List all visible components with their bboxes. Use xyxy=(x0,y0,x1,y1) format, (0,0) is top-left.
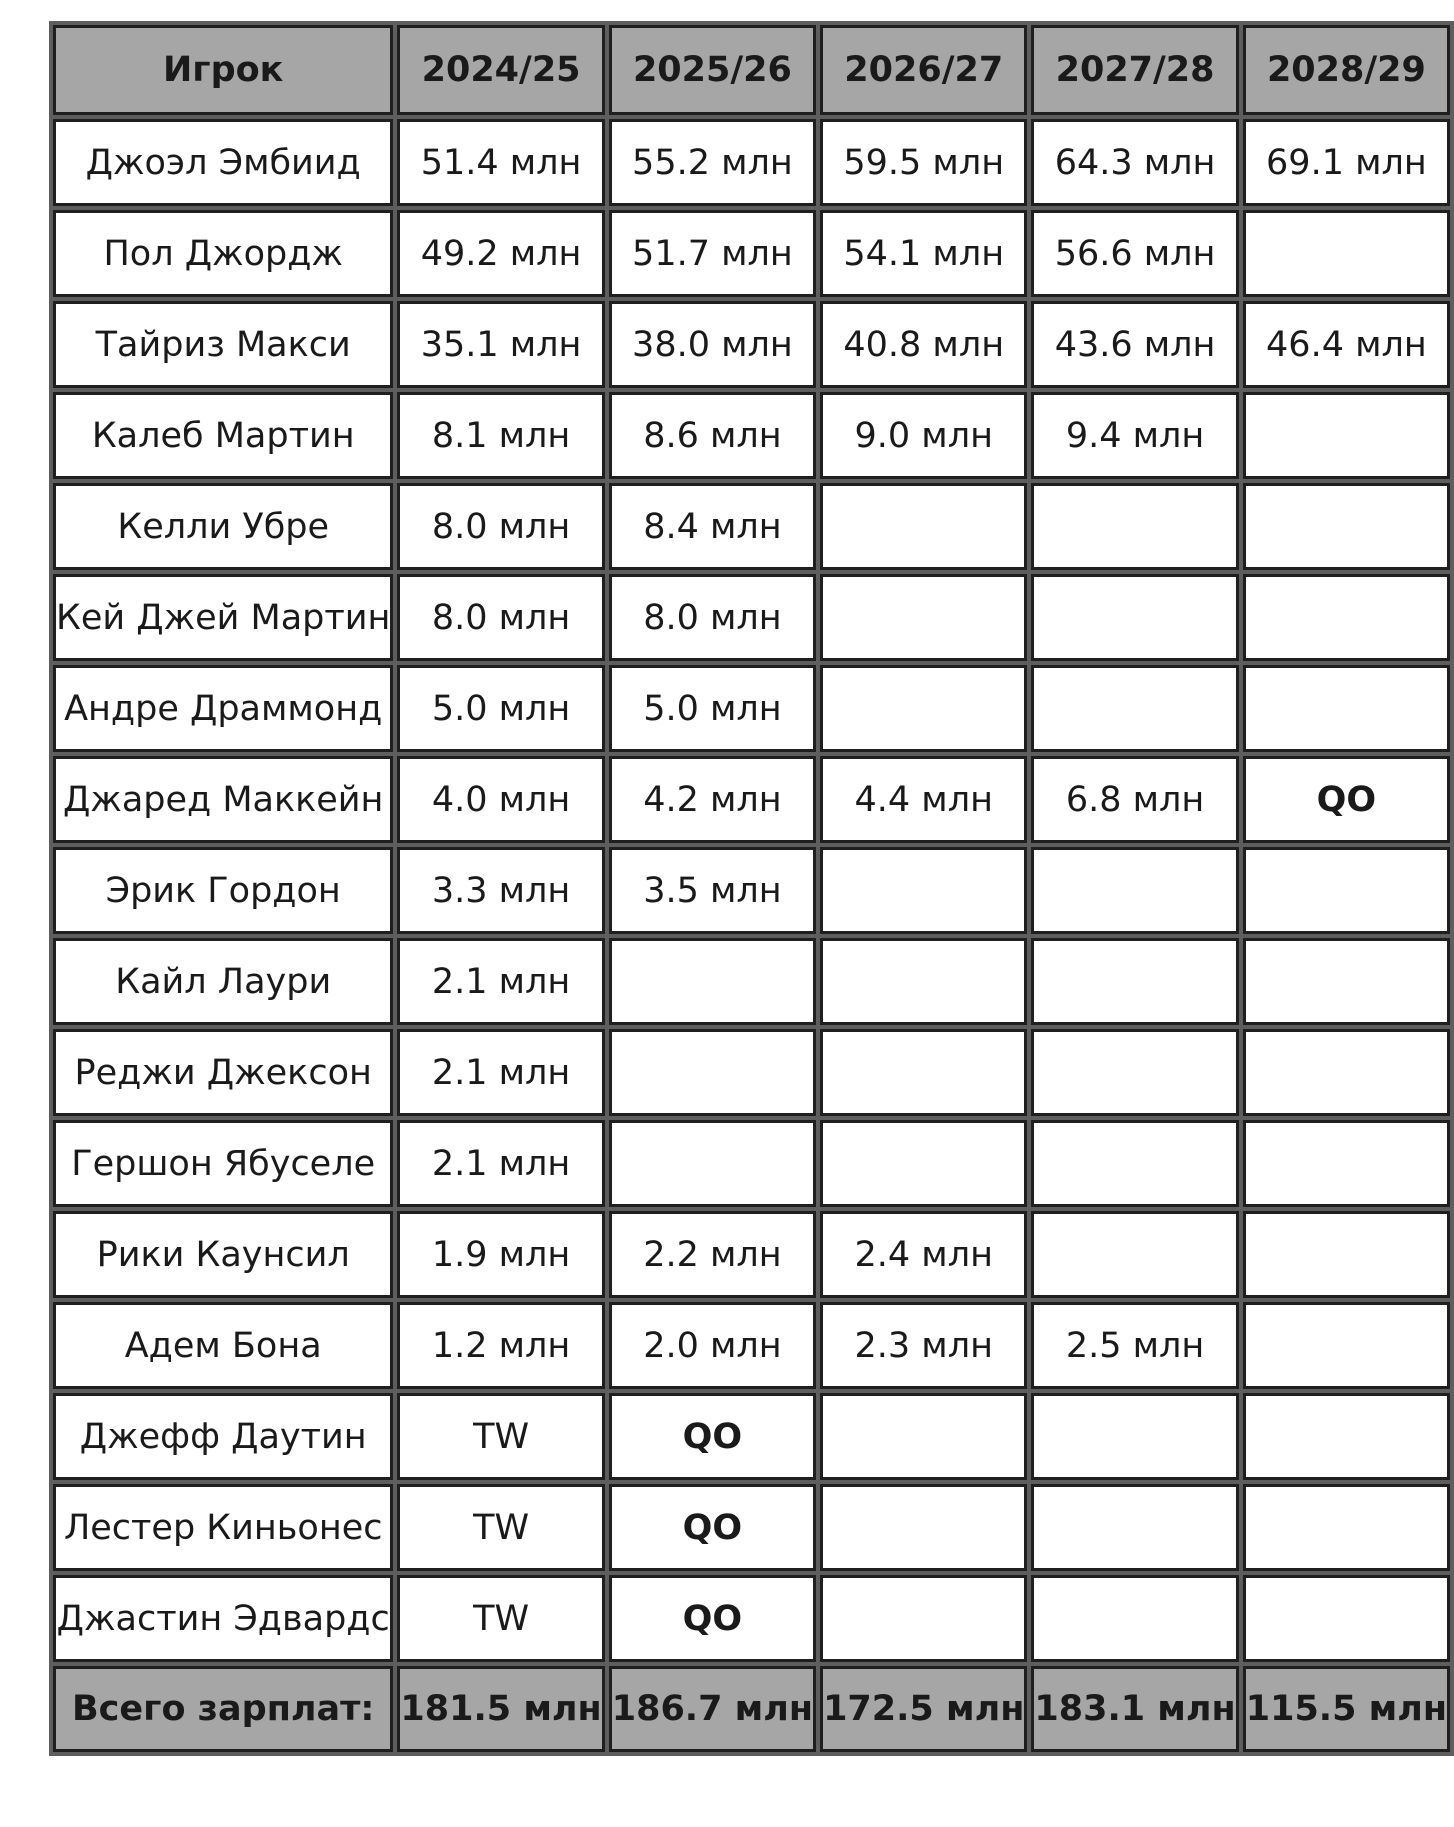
total-value: 186.7 млн xyxy=(609,1666,816,1752)
player-row xyxy=(53,1302,1450,1389)
player-row xyxy=(53,756,1450,843)
empty-cell xyxy=(820,1575,1027,1662)
player-name: Келли Убре xyxy=(53,483,393,570)
empty-cell xyxy=(820,1393,1027,1480)
player-row xyxy=(53,1575,1450,1662)
player-row xyxy=(53,301,1450,388)
salary-cell: 38.0 млн xyxy=(609,301,816,388)
player-name: Андре Драммонд xyxy=(53,665,393,752)
empty-cell xyxy=(1031,1575,1238,1662)
salary-cell: 2.1 млн xyxy=(397,1029,604,1116)
empty-cell xyxy=(1243,665,1450,752)
salary-table-container xyxy=(49,21,1454,1756)
salary-cell: 4.2 млн xyxy=(609,756,816,843)
salary-cell: 3.5 млн xyxy=(609,847,816,934)
salary-cell: 9.4 млн xyxy=(1031,392,1238,479)
salary-cell: 43.6 млн xyxy=(1031,301,1238,388)
player-name: Реджи Джексон xyxy=(53,1029,393,1116)
salary-cell: QO xyxy=(609,1575,816,1662)
player-name: Джаред Маккейн xyxy=(53,756,393,843)
header-season: 2025/26 xyxy=(609,25,816,115)
empty-cell xyxy=(820,1029,1027,1116)
empty-cell xyxy=(1243,392,1450,479)
empty-cell xyxy=(1243,1120,1450,1207)
salary-cell: 8.4 млн xyxy=(609,483,816,570)
total-value: 183.1 млн xyxy=(1031,1666,1238,1752)
empty-cell xyxy=(1243,1484,1450,1571)
empty-cell xyxy=(820,1120,1027,1207)
salary-cell: 51.4 млн xyxy=(397,119,604,206)
empty-cell xyxy=(1243,938,1450,1025)
player-row xyxy=(53,392,1450,479)
header-season: 2027/28 xyxy=(1031,25,1238,115)
salary-cell: 5.0 млн xyxy=(609,665,816,752)
player-name: Джастин Эдвардс xyxy=(53,1575,393,1662)
salary-cell: 54.1 млн xyxy=(820,210,1027,297)
empty-cell xyxy=(609,938,816,1025)
player-name: Гершон Ябуселе xyxy=(53,1120,393,1207)
player-row xyxy=(53,1211,1450,1298)
salary-cell: QO xyxy=(1243,756,1450,843)
empty-cell xyxy=(1031,1029,1238,1116)
salary-table xyxy=(49,21,1454,1756)
salary-cell: 56.6 млн xyxy=(1031,210,1238,297)
header-player: Игрок xyxy=(53,25,393,115)
player-row xyxy=(53,1120,1450,1207)
salary-cell: TW xyxy=(397,1484,604,1571)
player-row xyxy=(53,119,1450,206)
salary-cell: 2.5 млн xyxy=(1031,1302,1238,1389)
empty-cell xyxy=(1031,1393,1238,1480)
salary-cell: 40.8 млн xyxy=(820,301,1027,388)
total-label: Всего зарплат: xyxy=(53,1666,393,1752)
salary-cell: QO xyxy=(609,1393,816,1480)
salary-cell: QO xyxy=(609,1484,816,1571)
empty-cell xyxy=(820,1484,1027,1571)
salary-cell: 8.6 млн xyxy=(609,392,816,479)
empty-cell xyxy=(1243,210,1450,297)
salary-cell: 4.4 млн xyxy=(820,756,1027,843)
salary-cell: 59.5 млн xyxy=(820,119,1027,206)
salary-cell: 49.2 млн xyxy=(397,210,604,297)
player-name: Тайриз Макси xyxy=(53,301,393,388)
total-value: 115.5 млн xyxy=(1243,1666,1450,1752)
header-season: 2024/25 xyxy=(397,25,604,115)
salary-cell: 2.4 млн xyxy=(820,1211,1027,1298)
salary-cell: 8.0 млн xyxy=(397,574,604,661)
salary-cell: 2.3 млн xyxy=(820,1302,1027,1389)
empty-cell xyxy=(1031,1484,1238,1571)
player-row xyxy=(53,1484,1450,1571)
empty-cell xyxy=(1243,574,1450,661)
salary-cell: 4.0 млн xyxy=(397,756,604,843)
empty-cell xyxy=(1243,1302,1450,1389)
player-name: Лестер Киньонес xyxy=(53,1484,393,1571)
salary-cell: 8.0 млн xyxy=(397,483,604,570)
player-name: Калеб Мартин xyxy=(53,392,393,479)
salary-cell: TW xyxy=(397,1575,604,1662)
player-row xyxy=(53,1393,1450,1480)
player-row xyxy=(53,938,1450,1025)
empty-cell xyxy=(1031,483,1238,570)
player-row xyxy=(53,483,1450,570)
empty-cell xyxy=(1243,1029,1450,1116)
player-row xyxy=(53,210,1450,297)
total-value: 181.5 млн xyxy=(397,1666,604,1752)
salary-cell: 35.1 млн xyxy=(397,301,604,388)
empty-cell xyxy=(1031,665,1238,752)
salary-cell: 2.2 млн xyxy=(609,1211,816,1298)
player-row xyxy=(53,665,1450,752)
empty-cell xyxy=(609,1029,816,1116)
salary-cell: 2.0 млн xyxy=(609,1302,816,1389)
salary-cell: 69.1 млн xyxy=(1243,119,1450,206)
salary-cell: 2.1 млн xyxy=(397,1120,604,1207)
empty-cell xyxy=(1031,1211,1238,1298)
salary-cell: 6.8 млн xyxy=(1031,756,1238,843)
player-name: Эрик Гордон xyxy=(53,847,393,934)
salary-cell: 9.0 млн xyxy=(820,392,1027,479)
player-row xyxy=(53,847,1450,934)
empty-cell xyxy=(820,483,1027,570)
empty-cell xyxy=(609,1120,816,1207)
salary-cell: 1.2 млн xyxy=(397,1302,604,1389)
empty-cell xyxy=(1243,483,1450,570)
total-value: 172.5 млн xyxy=(820,1666,1027,1752)
player-name: Адем Бона xyxy=(53,1302,393,1389)
empty-cell xyxy=(820,847,1027,934)
salary-cell: 51.7 млн xyxy=(609,210,816,297)
empty-cell xyxy=(820,938,1027,1025)
empty-cell xyxy=(1243,1575,1450,1662)
salary-cell: 5.0 млн xyxy=(397,665,604,752)
player-name: Пол Джордж xyxy=(53,210,393,297)
player-rows xyxy=(53,119,1450,1662)
player-row xyxy=(53,574,1450,661)
player-name: Рики Каунсил xyxy=(53,1211,393,1298)
header-row xyxy=(53,25,1450,115)
player-name: Кайл Лаури xyxy=(53,938,393,1025)
player-name: Кей Джей Мартин xyxy=(53,574,393,661)
salary-cell: 46.4 млн xyxy=(1243,301,1450,388)
header-season: 2028/29 xyxy=(1243,25,1450,115)
player-name: Джефф Даутин xyxy=(53,1393,393,1480)
salary-cell: TW xyxy=(397,1393,604,1480)
header-season: 2026/27 xyxy=(820,25,1027,115)
salary-cell: 64.3 млн xyxy=(1031,119,1238,206)
player-row xyxy=(53,1029,1450,1116)
salary-cell: 8.0 млн xyxy=(609,574,816,661)
salary-cell: 55.2 млн xyxy=(609,119,816,206)
empty-cell xyxy=(1031,938,1238,1025)
salary-cell: 1.9 млн xyxy=(397,1211,604,1298)
empty-cell xyxy=(1031,1120,1238,1207)
empty-cell xyxy=(820,665,1027,752)
empty-cell xyxy=(1243,1393,1450,1480)
empty-cell xyxy=(1031,574,1238,661)
empty-cell xyxy=(1243,847,1450,934)
total-row xyxy=(53,1666,1450,1752)
empty-cell xyxy=(820,574,1027,661)
player-name: Джоэл Эмбиид xyxy=(53,119,393,206)
salary-cell: 3.3 млн xyxy=(397,847,604,934)
empty-cell xyxy=(1031,847,1238,934)
salary-cell: 8.1 млн xyxy=(397,392,604,479)
empty-cell xyxy=(1243,1211,1450,1298)
salary-cell: 2.1 млн xyxy=(397,938,604,1025)
